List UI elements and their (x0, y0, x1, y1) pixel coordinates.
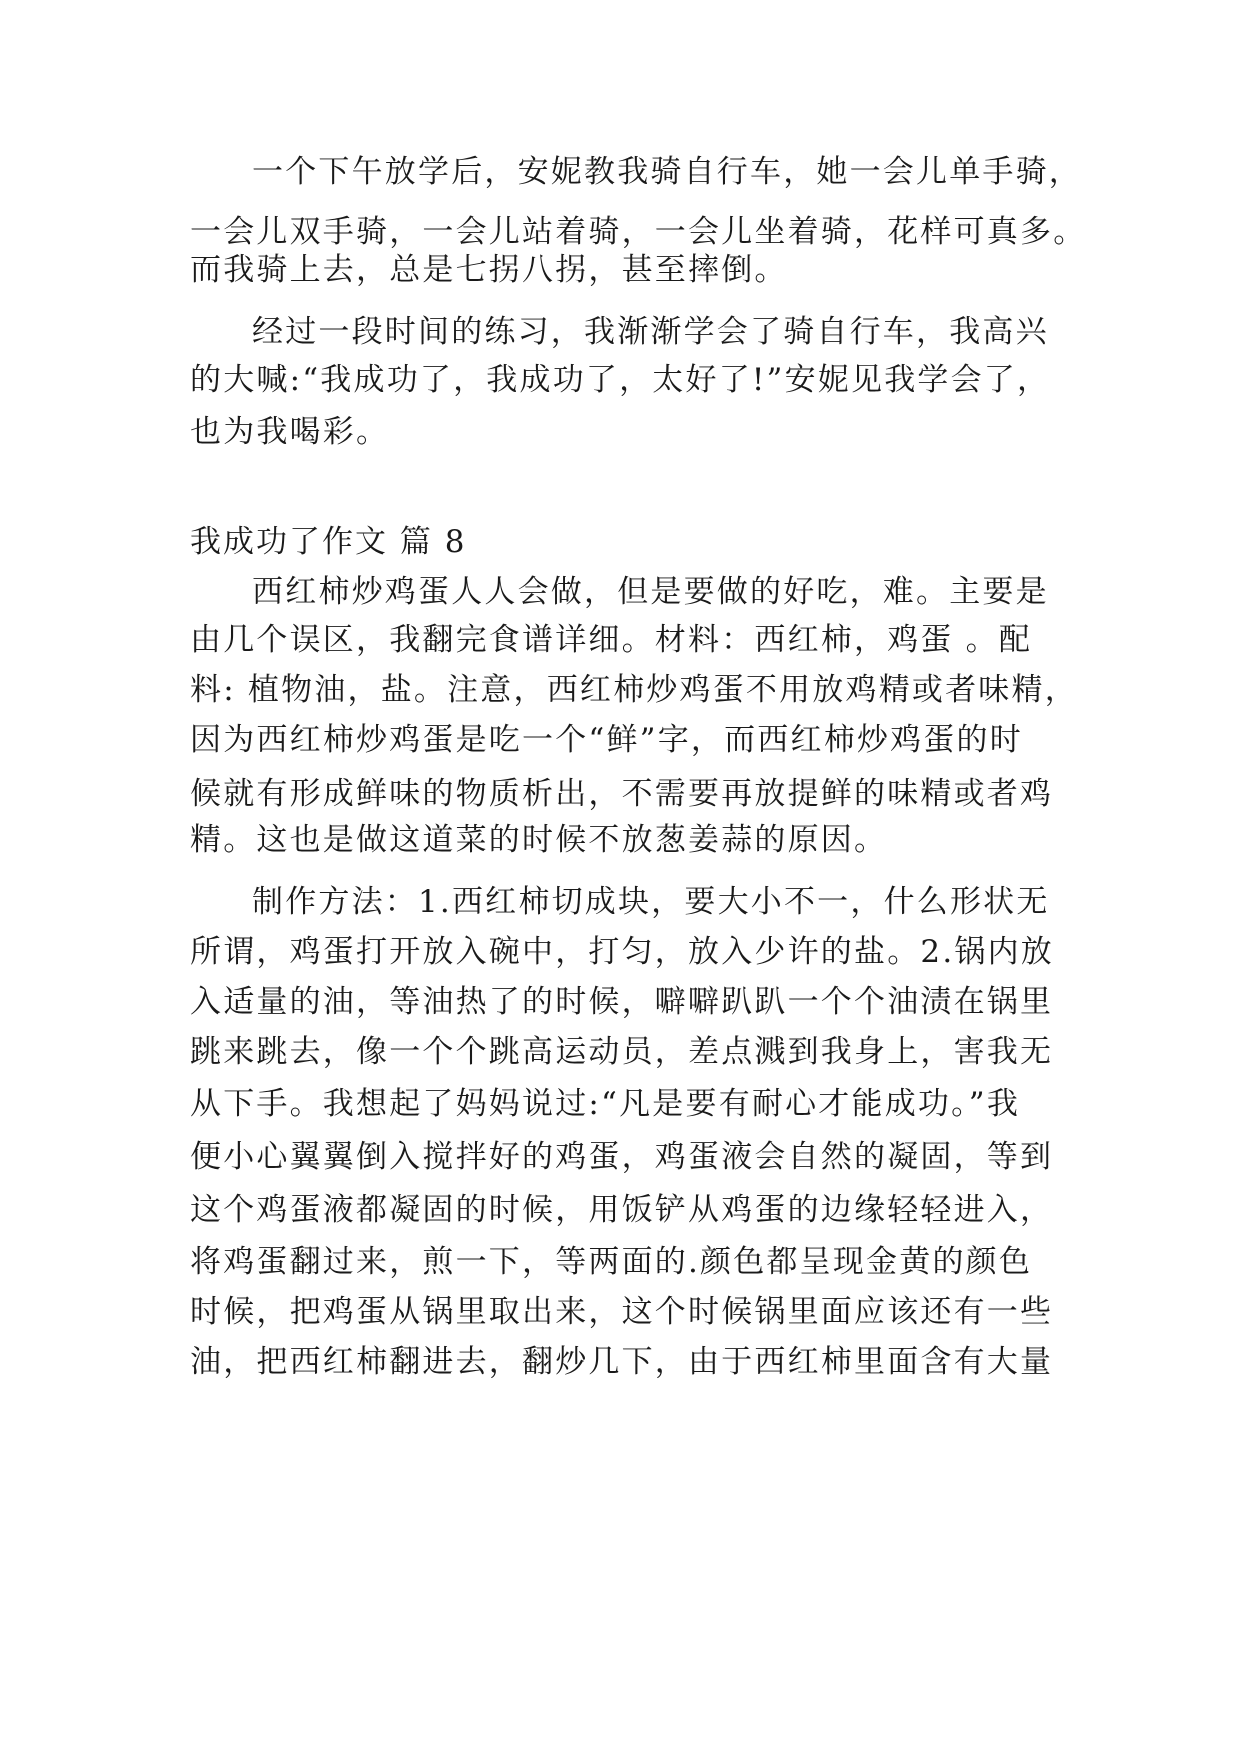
section-paragraph-2-line-8: 将鸡蛋翻过来，煎一下，等两面的.颜色都呈现金黄的颜色 (190, 1244, 1033, 1280)
section-paragraph-2-line-1: 制作方法：1.西红柿切成块，要大小不一，什么形状无 (252, 884, 1050, 920)
section-paragraph-1-line-1: 西红柿炒鸡蛋人人会做，但是要做的好吃，难。主要是 (252, 574, 1049, 610)
section-paragraph-1-line-4: 因为西红柿炒鸡蛋是吃一个“鲜”字，而西红柿炒鸡蛋的时 (190, 722, 1023, 758)
section-paragraph-1-line-6: 精。这也是做这道菜的时候不放葱姜蒜的原因。 (190, 822, 888, 858)
section-paragraph-2-line-9: 时候，把鸡蛋从锅里取出来，这个时候锅里面应该还有一些 (190, 1294, 1054, 1330)
paragraph-1-line-1: 一个下午放学后，安妮教我骑自行车，她一会儿单手骑， (252, 154, 1082, 190)
section-paragraph-1-line-3: 料: 植物油，盐。注意，西红柿炒鸡蛋不用放鸡精或者味精， (190, 672, 1078, 708)
section-paragraph-1-line-2: 由几个误区，我翻完食谱详细。材料：西红柿，鸡蛋 。配 (190, 622, 1033, 658)
paragraph-1-line-2: 一会儿双手骑，一会儿站着骑，一会儿坐着骑，花样可真多。 (190, 214, 1087, 250)
section-paragraph-2-line-4: 跳来跳去，像一个个跳高运动员，差点溅到我身上，害我无 (190, 1034, 1054, 1070)
paragraph-2-line-3: 也为我喝彩。 (190, 414, 390, 450)
section-paragraph-2-line-2: 所谓，鸡蛋打开放入碗中，打匀，放入少许的盐。2.锅内放 (190, 934, 1054, 970)
paragraph-2-line-2: 的大喊:“我成功了，我成功了，太好了!”安妮见我学会了， (190, 362, 1051, 398)
section-paragraph-2-line-6: 便小心翼翼倒入搅拌好的鸡蛋，鸡蛋液会自然的凝固，等到 (190, 1139, 1054, 1175)
section-heading: 我成功了作文 篇 8 (190, 524, 467, 560)
section-paragraph-1-line-5: 候就有形成鲜味的物质析出，不需要再放提鲜的味精或者鸡 (190, 776, 1054, 812)
paragraph-1-line-3: 而我骑上去，总是七拐八拐，甚至摔倒。 (190, 252, 788, 288)
section-paragraph-2-line-10: 油，把西红柿翻进去，翻炒几下，由于西红柿里面含有大量 (190, 1344, 1054, 1380)
section-paragraph-2-line-5: 从下手。我想起了妈妈说过:“凡是要有耐心才能成功。”我 (190, 1086, 1021, 1122)
paragraph-2-line-1: 经过一段时间的练习，我渐渐学会了骑自行车，我高兴 (252, 314, 1049, 350)
section-paragraph-2-line-7: 这个鸡蛋液都凝固的时候，用饭铲从鸡蛋的边缘轻轻进入， (190, 1192, 1054, 1228)
section-paragraph-2-line-3: 入适量的油，等油热了的时候，噼噼趴趴一个个油渍在锅里 (190, 984, 1054, 1020)
